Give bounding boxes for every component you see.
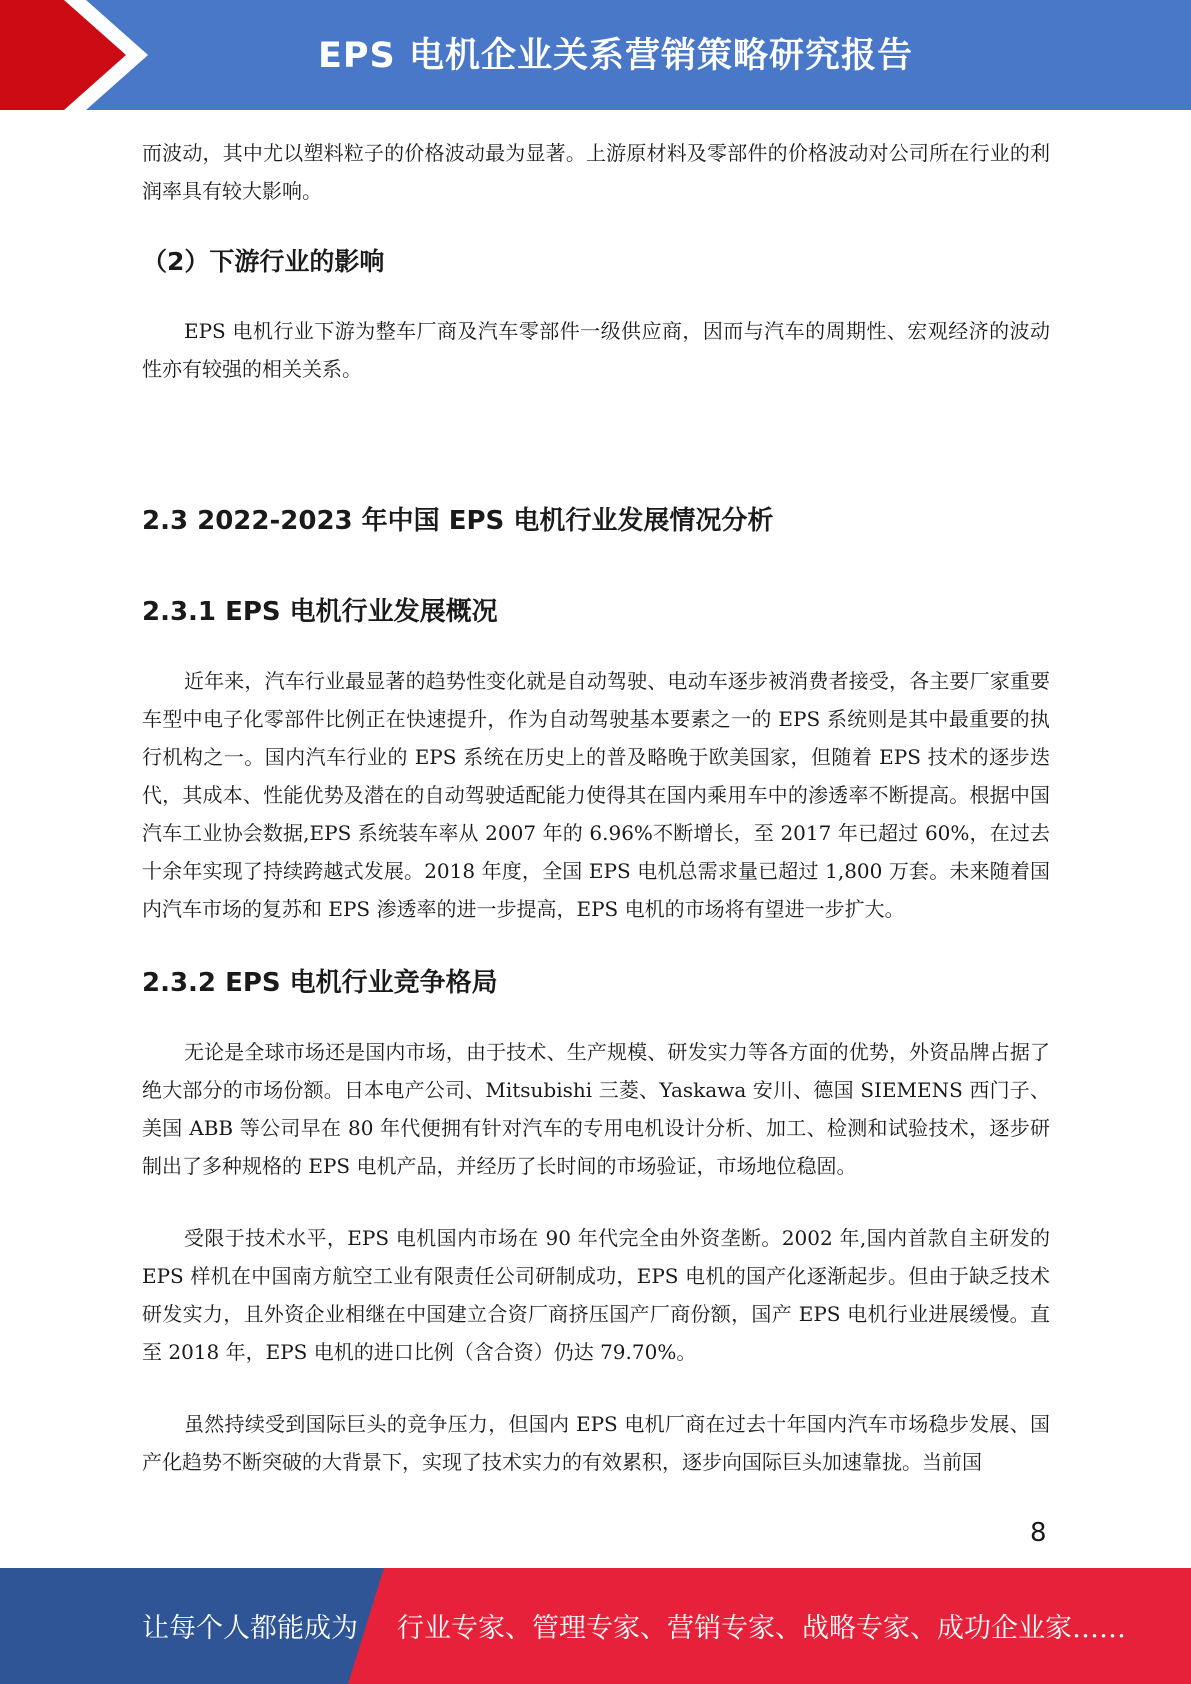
paragraph-downstream: EPS 电机行业下游为整车厂商及汽车零部件一级供应商，因而与汽车的周期性、宏观经济的波动性亦有较强的相关关系。 [142,319,1050,381]
page-header [0,0,1191,110]
page-footer [0,1568,1191,1684]
section-heading-2-3: 2.3 2022-2023 年中国 EPS 电机行业发展情况分析 [142,506,774,536]
paragraph-industry-overview: 近年来，汽车行业最显著的趋势性变化就是自动驾驶、电动车逐步被消费者接受，各主要厂家重要车型中电子化零部件比例正在快速提升，作为自动驾驶基本要素之一的 EPS 系统则是其中最重要的执行机构之一。国内汽车行业的 EPS 系统在历史上的普及略晚于欧美国家，但随着 EPS 技术的逐步迭代，其成本、性能优势及潜在的自动驾驶适配能力使得其在国内乘用车中的渗透率不断提高。根据中国汽车工业协会数据,EPS 系统装车率从 2007 年的 6.96%不断增长，至 2017 年已超过 60%，在过去十余年实现了持续跨越式发展。2018 年度，全国 EPS 电机总需求量已超过 1,800 万套。未来随着国内汽车市场的复苏和 EPS 渗透率的进一步提高，EPS 电机的市场将有望进一步扩大。 [142,669,1050,921]
page-number: 8 [1030,1518,1047,1548]
footer-slogan-left: 让每个人都能成为 [142,1613,358,1644]
heading-downstream-impact: （2）下游行业的影响 [142,247,385,276]
paragraph-competition-global: 无论是全球市场还是国内市场，由于技术、生产规模、研发实力等各方面的优势，外资品牌占据了绝大部分的市场份额。日本电产公司、Mitsubishi 三菱、Yaskawa 安川、德国 SIEMENS 西门子、美国 ABB 等公司早在 80 年代便拥有针对汽车的专用电机设计分析、加工、检测和试验技术，逐步研制出了多种规格的 EPS 电机产品，并经历了长时间的市场验证，市场地位稳固。 [142,1040,1050,1178]
paragraph-competition-current: 虽然持续受到国际巨头的竞争压力，但国内 EPS 电机厂商在过去十年国内汽车市场稳步发展、国产化趋势不断突破的大背景下，实现了技术实力的有效累积，逐步向国际巨头加速靠拢。当前国 [142,1412,1050,1474]
paragraph-competition-domestic: 受限于技术水平，EPS 电机国内市场在 90 年代完全由外资垄断。2002 年,国内首款自主研发的 EPS 样机在中国南方航空工业有限责任公司研制成功，EPS 电机的国产化逐渐起步。但由于缺乏技术研发实力，且外资企业相继在中国建立合资厂商挤压国产厂商份额，国产 EPS 电机行业进展缓慢。直至 2018 年，EPS 电机的进口比例（含合资）仍达 79.70%。 [142,1226,1050,1364]
paragraph-upstream-tail: 而波动，其中尤以塑料粒子的价格波动最为显著。上游原材料及零部件的价格波动对公司所在行业的利润率具有较大影响。 [142,141,1050,203]
document-body [142,134,1050,1481]
header-chevron-icon [0,0,160,110]
section-heading-2-3-2: 2.3.2 EPS 电机行业竞争格局 [142,968,498,998]
section-heading-2-3-1: 2.3.1 EPS 电机行业发展概况 [142,597,498,627]
header-title: EPS 电机企业关系营销策略研究报告 [318,36,913,76]
footer-slogan-right: 行业专家、管理专家、营销专家、战略专家、成功企业家…… [397,1613,1126,1644]
